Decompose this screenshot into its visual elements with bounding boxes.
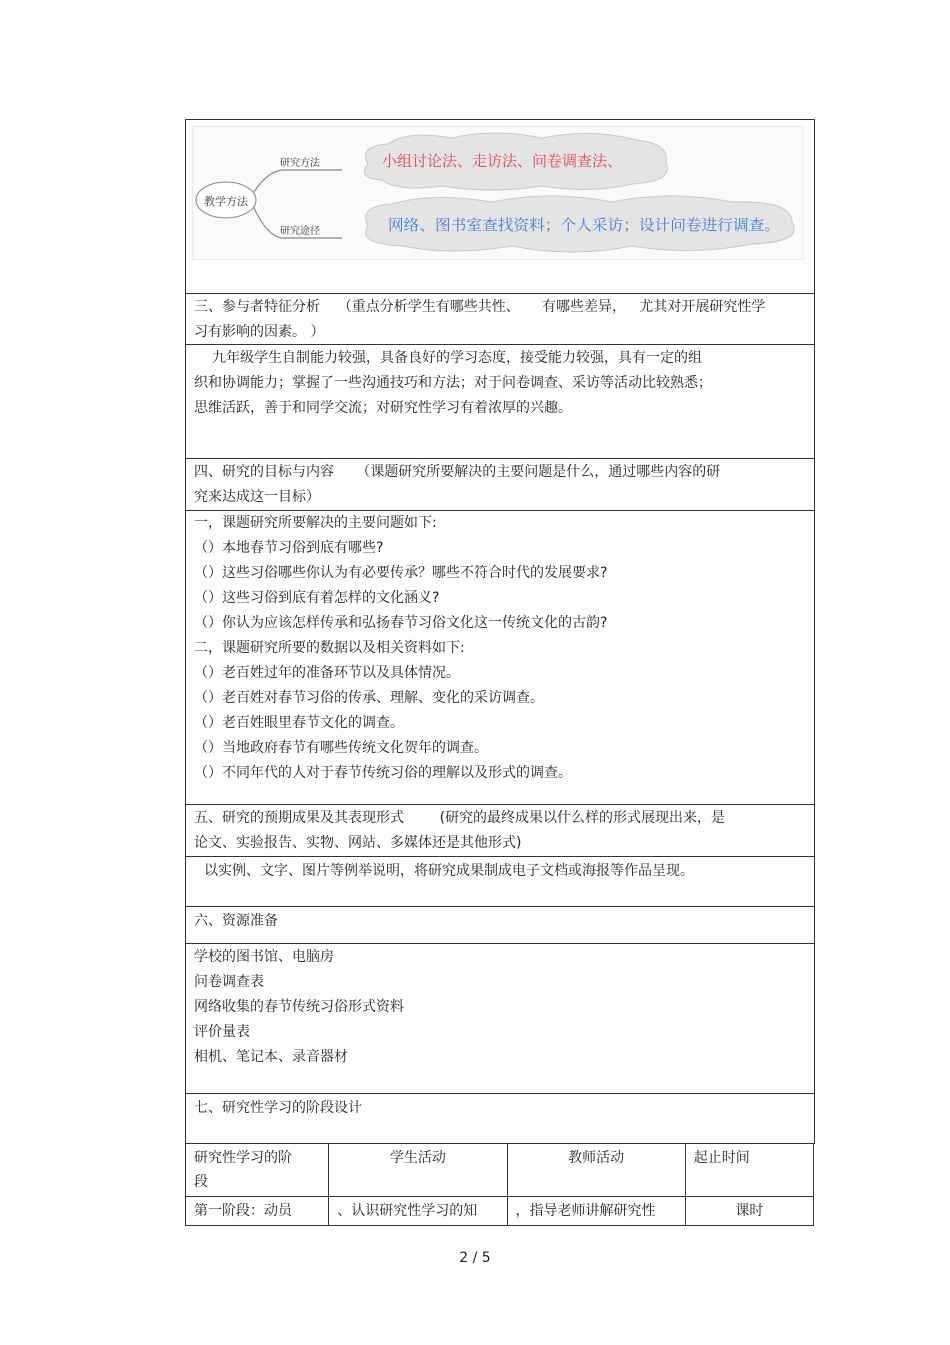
resource-item: 相机、笔记本、录音器材 [194, 1049, 348, 1065]
cell-stage: 第一阶段：动员 [186, 1197, 329, 1226]
section-3-heading [186, 294, 814, 345]
cell-time: 课时 [685, 1197, 813, 1226]
section-3-heading-line2: 习有影响的因素。 ） [194, 324, 325, 340]
header-stage [186, 1144, 329, 1197]
section-5-heading [186, 805, 814, 857]
table-row [186, 1197, 814, 1226]
section-4-line: （）老百姓过年的准备环节以及具体情况。 [194, 665, 460, 681]
section-3-body [186, 345, 814, 459]
section-7-heading [186, 1094, 814, 1144]
center-node-label: 教学方法 [204, 195, 248, 208]
page-number: 2 / 5 [459, 1250, 491, 1266]
section-3-line: 九年级学生自制能力较强，具备良好的学习态度，接受能力较强，具有一定的组 [212, 350, 702, 366]
header-time: 起止时间 [685, 1144, 813, 1197]
section-3-heading-line1: 三、参与者特征分析 （重点分析学生有哪些共性、 有哪些差异， 尤其对开展研究性学 [194, 299, 766, 315]
resource-item: 问卷调查表 [194, 974, 264, 990]
section-4-heading-line1: 四、研究的目标与内容 （课题研究所要解决的主要问题是什么，通过哪些内容的研 [194, 464, 721, 480]
section-5-body-text: 以实例、文字、图片等例举说明，将研究成果制成电子文档或海报等作品呈现。 [204, 863, 694, 879]
resource-item: 学校的图书馆、电脑房 [194, 949, 334, 965]
section-4-line: （）这些习俗哪些你认为有必要传承？哪些不符合时代的发展要求? [194, 565, 608, 581]
cell-student: 、认识研究性学习的知 [329, 1197, 507, 1226]
branch-text-paths: 网络、图书室查找资料；个人采访；设计问卷进行调查。 [388, 216, 780, 234]
section-4-line: （）老百姓眼里春节文化的调查。 [194, 715, 404, 731]
section-4-line: （）这些习俗到底有着怎样的文化涵义? [194, 590, 440, 606]
section-4-line: （）不同年代的人对于春节传统习俗的理解以及形式的调查。 [194, 765, 572, 781]
resource-item: 网络收集的春节传统习俗形式资料 [194, 999, 404, 1015]
header-stage-line1: 研究性学习的阶 [194, 1150, 292, 1166]
branch-label-paths: 研究途径 [280, 226, 320, 237]
section-4-heading [186, 459, 814, 511]
section-3-line: 思维活跃，善于和同学交流；对研究性学习有着浓厚的兴趣。 [194, 400, 572, 416]
section-4-line: （）当地政府春节有哪些传统文化贺年的调查。 [194, 740, 488, 756]
section-7-heading-text: 七、研究性学习的阶段设计 [194, 1100, 362, 1116]
branch-text-methods: 小组讨论法、走访法、问卷调查法、 [382, 152, 623, 170]
section-4-line: （）你认为应该怎样传承和弘扬春节习俗文化这一传统文化的古韵? [194, 615, 608, 631]
table-header-row [186, 1144, 814, 1197]
stage-design-table [185, 1143, 814, 1226]
header-student: 学生活动 [329, 1144, 507, 1197]
branch-label-methods: 研究方法 [280, 158, 320, 169]
section-4-line: 二，课题研究所要的数据以及相关资料如下: [194, 640, 465, 656]
section-4-line: 一，课题研究所要解决的主要问题如下: [194, 515, 437, 531]
section-4-line: （）老百姓对春节习俗的传承、理解、变化的采访调查。 [194, 690, 544, 706]
section-6-body [186, 944, 814, 1094]
section-4-heading-line2: 究来达成这一目标） [194, 489, 320, 505]
section-4-body [186, 511, 814, 805]
mind-map-diagram [192, 126, 804, 260]
cell-teacher: ，指导老师讲解研究性 [507, 1197, 685, 1226]
document-table [185, 119, 815, 1144]
section-6-heading-text: 六、资源准备 [194, 913, 278, 929]
header-stage-line2: 段 [194, 1174, 208, 1190]
teaching-method-diagram-row [186, 120, 814, 294]
section-5-heading-line2: 论文、实验报告、实物、网站、多媒体还是其他形式) [194, 835, 522, 851]
section-4-line: （）本地春节习俗到底有哪些? [194, 540, 384, 556]
resource-item: 评价量表 [194, 1024, 250, 1040]
section-5-body [186, 857, 814, 907]
section-3-line: 织和协调能力；掌握了一些沟通技巧和方法；对于问卷调查、采访等活动比较熟悉； [194, 375, 712, 391]
section-5-heading-line1: 五、研究的预期成果及其表现形式 (研究的最终成果以什么样的形式展现出来，是 [194, 810, 726, 826]
section-6-heading [186, 907, 814, 944]
header-teacher: 教师活动 [507, 1144, 685, 1197]
